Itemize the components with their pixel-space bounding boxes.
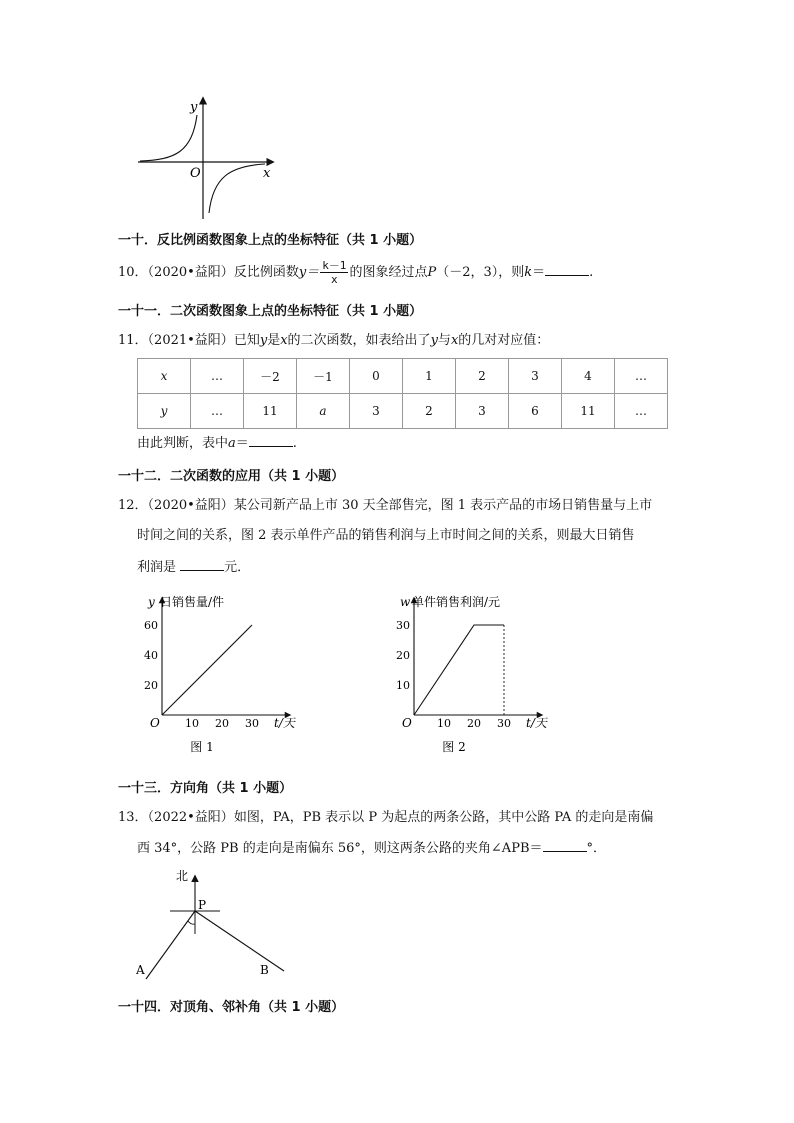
x-tick-label: 30 — [245, 717, 259, 730]
origin-label: O — [150, 716, 160, 730]
table-cell: 3 — [456, 394, 509, 429]
table-cell: 1 — [403, 359, 456, 394]
table-cell: … — [191, 359, 244, 394]
table-cell: 3 — [509, 359, 562, 394]
y-axis-variable: w — [400, 595, 411, 609]
section-title-13: 一十三．方向角（共 1 小题） — [118, 781, 293, 796]
table-cell: －1 — [297, 359, 350, 394]
table-row-y — [138, 394, 668, 429]
question-11-followup: 由此判断，表中a＝ . — [137, 436, 297, 451]
x-tick-label: 20 — [215, 717, 229, 730]
series-line — [414, 625, 504, 715]
y-tick-label: 20 — [144, 679, 158, 692]
table-cell: －2 — [244, 359, 297, 394]
question-12-line-2: 时间之间的关系，图 2 表示单件产品的销售利润与上市时间之间的关系，则最大日销售 — [137, 528, 635, 543]
angle-arc — [188, 921, 195, 924]
table-cell: 11 — [562, 394, 615, 429]
table-cell: … — [191, 394, 244, 429]
hyperbola-branch-left — [140, 115, 197, 161]
table-cell: a — [297, 394, 350, 429]
table-cell: y — [138, 394, 191, 429]
question-13-line-2: 西 34°，公路 PB 的走向是南偏东 56°，则这两条公路的夹角∠APB＝ °． — [137, 841, 607, 856]
x-axis-label: t/天 — [526, 716, 547, 730]
section-title-11: 一十一．二次函数图象上点的坐标特征（共 1 小题） — [118, 304, 423, 319]
q10-fraction: $\frac{k-1}{x}$ — [322, 259, 347, 286]
road-pa — [146, 911, 195, 979]
table-row-x — [138, 359, 668, 394]
chart-figure-1 — [140, 590, 320, 765]
origin-label: O — [190, 166, 201, 181]
chart-title: 图 1 — [190, 740, 214, 754]
section-title-14: 一十四．对顶角、邻补角（共 1 小题） — [118, 1000, 345, 1015]
table-cell: 0 — [350, 359, 403, 394]
question-10: 10．（2020•益阳）反比例函数y＝ $\frac{k-1}{x}$ 的图象经过点P（－2，3），则k＝ . — [118, 259, 594, 286]
point-b-label: B — [260, 963, 269, 977]
y-tick-label: 20 — [396, 649, 410, 662]
series-line — [162, 625, 252, 715]
table-cell: … — [615, 359, 668, 394]
x-axis-label: x — [263, 166, 271, 181]
point-p-label: P — [198, 898, 207, 912]
table-cell: 2 — [456, 359, 509, 394]
chart-title: 图 2 — [442, 740, 466, 754]
x-tick-label: 20 — [467, 717, 481, 730]
answer-blank-12[interactable] — [180, 558, 224, 571]
x-axis-label: t/天 — [274, 716, 295, 730]
point-a-label: A — [136, 963, 145, 977]
answer-blank-10[interactable] — [545, 263, 589, 276]
q10-number: 10． — [118, 265, 148, 280]
table-cell: 3 — [350, 394, 403, 429]
y-axis-label: 单件销售利润/元 — [412, 595, 501, 609]
section-title-10: 一十．反比例函数图象上点的坐标特征（共 1 小题） — [118, 233, 423, 248]
road-pb — [195, 911, 284, 971]
y-tick-label: 60 — [144, 619, 158, 632]
direction-angle-diagram — [132, 866, 302, 984]
table-cell: 4 — [562, 359, 615, 394]
table-cell: … — [615, 394, 668, 429]
x-tick-label: 10 — [185, 717, 199, 730]
q10-source: （2020•益阳） — [147, 265, 234, 280]
north-label: 北 — [176, 869, 189, 883]
hyperbola-branch-right — [209, 164, 265, 213]
answer-blank-13[interactable] — [543, 839, 587, 852]
x-tick-label: 10 — [437, 717, 451, 730]
table-cell: 2 — [403, 394, 456, 429]
y-tick-label: 10 — [396, 679, 410, 692]
y-axis-label: 日销售量/件 — [160, 595, 225, 609]
question-13-line-1: 13．（2022•益阳）如图，PA，PB 表示以 P 为起点的两条公路，其中公路 PA 的走向是南偏 — [118, 810, 654, 825]
hyperbola-graph — [135, 95, 285, 220]
y-axis-label: y — [190, 100, 198, 115]
question-12-line-3: 利润是 元． — [137, 560, 251, 575]
origin-label: O — [402, 716, 412, 730]
question-11: 11．（2021•益阳）已知y是x的二次函数，如表给出了y与x的几对对应值： — [118, 333, 550, 348]
x-tick-label: 30 — [497, 717, 511, 730]
answer-blank-11[interactable] — [249, 434, 293, 447]
value-table — [137, 358, 668, 429]
table-cell: 6 — [509, 394, 562, 429]
question-12-line-1: 12．（2020•益阳）某公司新产品上市 30 天全部售完，图 1 表示产品的市场日销售量与上市 — [118, 498, 653, 513]
chart-figure-2 — [392, 590, 572, 765]
section-title-12: 一十二．二次函数的应用（共 1 小题） — [118, 469, 345, 484]
table-cell: x — [138, 359, 191, 394]
y-axis-variable: y — [148, 595, 155, 609]
table-cell: 11 — [244, 394, 297, 429]
y-tick-label: 40 — [144, 649, 158, 662]
y-tick-label: 30 — [396, 619, 410, 632]
